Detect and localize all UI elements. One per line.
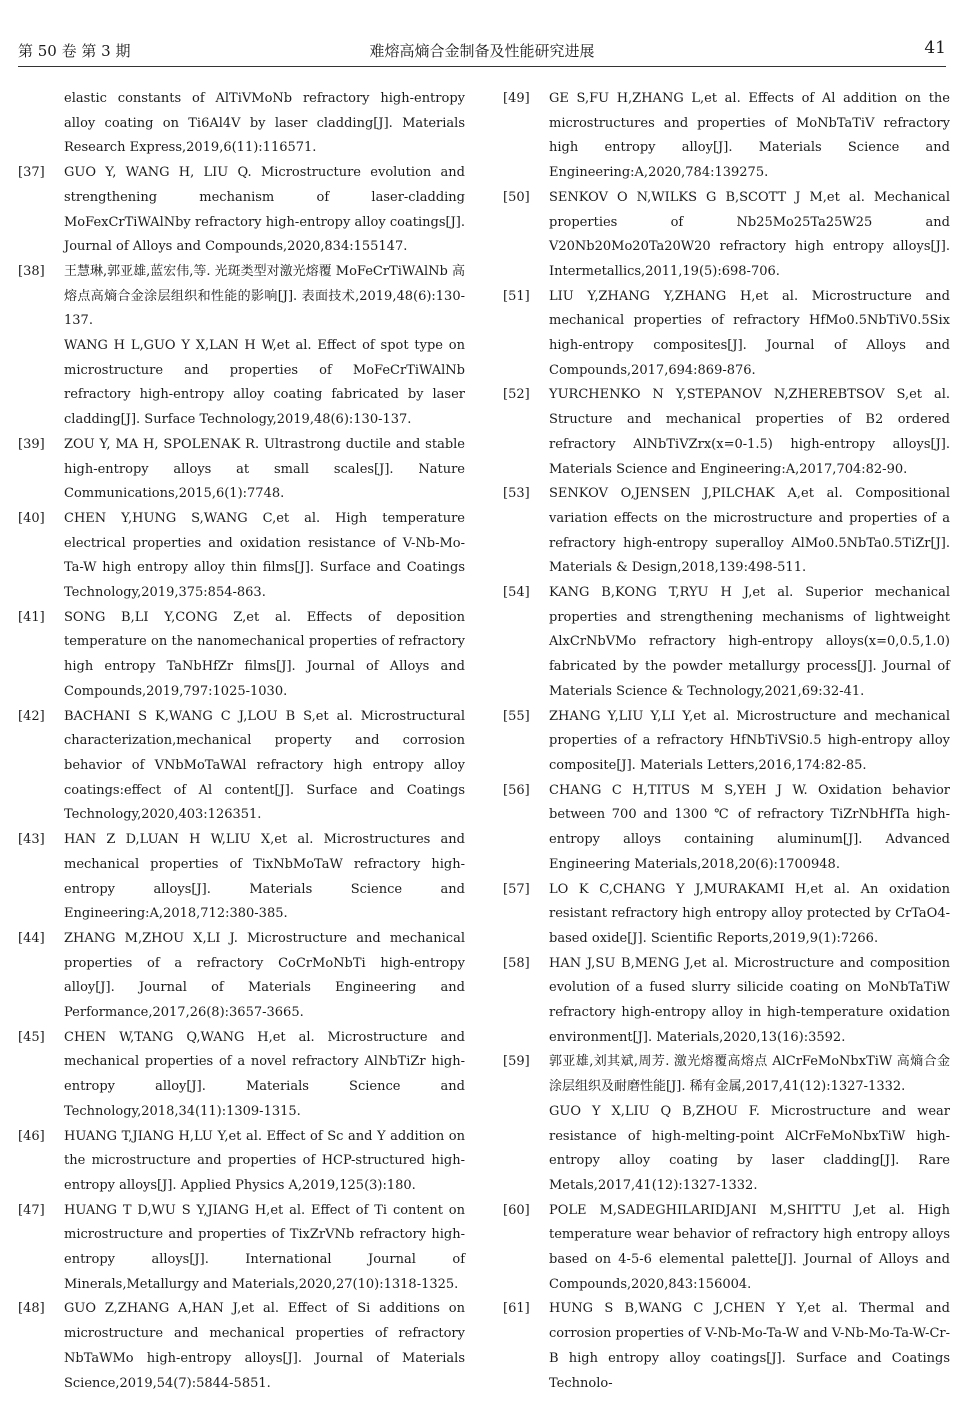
reference-item bbox=[18, 828, 465, 927]
reference-number: [46] bbox=[18, 1128, 45, 1144]
reference-english-translation: GUO Y X,LIU Q B,ZHOU F. Microstructure and wear resistance of high-melting-point AlCrFeMoNbxTiW high-entropy alloy coating by laser cladding[J]. Rare Metals,2017,41(12):1327-1332. bbox=[549, 1103, 950, 1193]
reference-item bbox=[503, 285, 950, 384]
page-number: 41 bbox=[924, 38, 946, 58]
reference-text: SENKOV O,JENSEN J,PILCHAK A,et al. Compositional variation effects on the microstructure and properties of a refractory high-entropy superalloy AlMo0.5NbTa0.5TiZr[J]. Materials & Design,2018,139:498-511. bbox=[549, 486, 950, 576]
reference-number: [43] bbox=[18, 832, 45, 848]
reference-item bbox=[18, 433, 465, 507]
reference-item bbox=[503, 878, 950, 952]
running-title: 难熔高熵合金制备及性能研究进展 bbox=[369, 42, 595, 60]
reference-text: GE S,FU H,ZHANG L,et al. Effects of Al addition on the microstructures and properties of MoNbTaTiV refractory high entropy alloy[J]. Materials Science and Engineering:A,2020,784:139275. bbox=[549, 91, 950, 181]
reference-item bbox=[503, 952, 950, 1051]
reference-number: [49] bbox=[503, 91, 530, 106]
reference-number: [61] bbox=[503, 1301, 530, 1317]
reference-number: [48] bbox=[18, 1301, 45, 1317]
reference-text: ZHANG M,ZHOU X,LI J. Microstructure and mechanical properties of a refractory CoCrMoNbTi high-entropy alloy[J]. Journal of Materials Engineering and Performance,2017,26(8):3657-3665. bbox=[64, 930, 465, 1021]
reference-text: HAN J,SU B,MENG J,et al. Microstructure and composition evolution of a fused slurry silicide coating on MoNbTaTiW refractory high-entropy alloy in high-temperature oxidation environment[J]. Materials,2020,13(16):3592. bbox=[549, 955, 950, 1045]
reference-text: HUANG T,JIANG H,LU Y,et al. Effect of Sc and Y addition on the microstructure and properties of HCP-structured high-entropy alloys[J]. Applied Physics A,2019,125(3):180. bbox=[64, 1128, 465, 1193]
reference-item bbox=[18, 87, 465, 161]
reference-number: [44] bbox=[18, 930, 45, 946]
reference-number: [55] bbox=[503, 708, 530, 724]
reference-text: LIU Y,ZHANG Y,ZHANG H,et al. Microstructure and mechanical properties of refractory HfMo0.5NbTiV0.5Six high-entropy composites[J]. Journal of Alloys and Compounds,2017,694:869-876. bbox=[549, 288, 950, 378]
reference-item bbox=[503, 1050, 950, 1198]
reference-item bbox=[18, 705, 465, 829]
reference-number: [58] bbox=[503, 955, 530, 971]
reference-number: [54] bbox=[503, 585, 530, 601]
reference-item bbox=[18, 927, 465, 1026]
reference-number: [50] bbox=[503, 189, 530, 205]
right-column-references bbox=[503, 87, 950, 1396]
reference-text: elastic constants of AlTiVMoNb refractory high-entropy alloy coating on Ti6Al4V by laser cladding[J]. Materials Research Express,2019,6(11):116571. bbox=[64, 91, 465, 156]
reference-text: ZHANG Y,LIU Y,LI Y,et al. Microstructure and mechanical properties of a refractory HfNbTiVSi0.5 high-entropy alloy composite[J]. Materials Letters,2016,174:82-85. bbox=[549, 708, 950, 773]
reference-text: SENKOV O N,WILKS G B,SCOTT J M,et al. Mechanical properties of Nb25Mo25Ta25W25 and V20Nb20Mo20Ta20W20 refractory high entropy alloys[J]. Intermetallics,2011,19(5):698-706. bbox=[549, 189, 950, 279]
reference-number: [51] bbox=[503, 288, 530, 304]
reference-item bbox=[503, 705, 950, 779]
reference-text: POLE M,SADEGHILARIDJANI M,SHITTU J,et al. High temperature wear behavior of refractory high entropy alloys based on 4-5-6 elemental palette[J]. Journal of Alloys and Compounds,2020,843:156004. bbox=[549, 1202, 950, 1292]
reference-text: YURCHENKO N Y,STEPANOV N,ZHEREBTSOV S,et al. Structure and mechanical properties of B2 ordered refractory AlNbTiVZrx(x=0-1.5) high-entropy alloys[J]. Materials Science and Engineering:A,2017,704:82-90. bbox=[549, 387, 950, 477]
reference-text: SONG B,LI Y,CONG Z,et al. Effects of deposition temperature on the nanomechanical properties of refractory high entropy TaNbHfZr films[J]. Journal of Alloys and Compounds,2019,797:1025-1030. bbox=[64, 609, 465, 699]
reference-item bbox=[18, 161, 465, 260]
reference-item bbox=[18, 1026, 465, 1125]
reference-item bbox=[18, 260, 465, 433]
reference-text: LO K C,CHANG Y J,MURAKAMI H,et al. An oxidation resistant refractory high entropy alloy protected by CrTaO4-based oxide[J]. Scientific Reports,2019,9(1):7266. bbox=[549, 881, 950, 946]
reference-item bbox=[503, 779, 950, 878]
reference-item bbox=[18, 1199, 465, 1298]
reference-number: [39] bbox=[18, 436, 45, 452]
reference-english-translation: WANG H L,GUO Y X,LAN H W,et al. Effect of spot type on microstructure and properties of MoFeCrTiWAlNb refractory high-entropy alloy coating fabricated by laser cladding[J]. Surface Technology,2019,48(6):130-137. bbox=[64, 338, 465, 428]
volume-issue: 第 50 卷 第 3 期 bbox=[18, 42, 131, 60]
reference-number: [40] bbox=[18, 510, 45, 526]
reference-number: [57] bbox=[503, 881, 530, 897]
reference-text: 王慧琳,郭亚雄,蓝宏伟,等. 光斑类型对激光熔覆 MoFeCrTiWAlNb 高熔点高熵合金涂层组织和性能的影响[J]. 表面技术,2019,48(6):130-137. bbox=[64, 263, 466, 329]
reference-number: [52] bbox=[503, 387, 530, 403]
reference-text: GUO Y, WANG H, LIU Q. Microstructure evolution and strengthening mechanism of laser-cladding MoFexCrTiWAlNby refractory high-entropy alloy coatings[J]. Journal of Alloys and Compounds,2020,834:155147. bbox=[64, 165, 465, 255]
reference-item bbox=[18, 1125, 465, 1199]
left-column-references bbox=[18, 87, 465, 1396]
reference-number: [59] bbox=[503, 1054, 530, 1070]
reference-text: BACHANI S K,WANG C J,LOU B S,et al. Microstructural characterization,mechanical property and corrosion behavior of VNbMoTaWAl refractory high entropy alloy coatings:effect of Al content[J]. Surface and Coatings Technology,2020,403:126351. bbox=[64, 708, 465, 823]
reference-number: [37] bbox=[18, 165, 45, 181]
reference-item bbox=[503, 87, 950, 186]
reference-text: HUANG T D,WU S Y,JIANG H,et al. Effect of Ti content on microstructure and properties of TixZrVNb refractory high-entropy alloys[J]. International Journal of Minerals,Metallurgy and Materials,2020,27(10):1318-1325. bbox=[64, 1202, 465, 1292]
reference-number: [41] bbox=[18, 609, 45, 625]
reference-item bbox=[503, 581, 950, 705]
reference-number: [56] bbox=[503, 782, 530, 798]
reference-number: [45] bbox=[18, 1029, 45, 1045]
reference-text: 郭亚雄,刘其斌,周芳. 激光熔覆高熔点 AlCrFeMoNbxTiW 高熵合金涂层组织及耐磨性能[J]. 稀有金属,2017,41(12):1327-1332. bbox=[549, 1054, 950, 1095]
reference-text: ZOU Y, MA H, SPOLENAK R. Ultrastrong ductile and stable high-entropy alloys at small scales[J]. Nature Communications,2015,6(1):7748. bbox=[64, 436, 465, 502]
reference-text: GUO Z,ZHANG A,HAN J,et al. Effect of Si additions on microstructure and mechanical properties of refractory NbTaWMo high-entropy alloys[J]. Journal of Materials Science,2019,54(7):5844-5851. bbox=[64, 1301, 465, 1391]
reference-item bbox=[18, 1297, 465, 1396]
reference-item bbox=[18, 606, 465, 705]
reference-item bbox=[503, 1297, 950, 1396]
reference-item bbox=[503, 1199, 950, 1298]
reference-number: [60] bbox=[503, 1202, 530, 1218]
reference-item bbox=[503, 383, 950, 482]
reference-text: HAN Z D,LUAN H W,LIU X,et al. Microstructures and mechanical properties of TixNbMoTaW refractory high-entropy alloys[J]. Materials Science and Engineering:A,2018,712:380-385. bbox=[64, 832, 465, 922]
reference-number: [42] bbox=[18, 708, 45, 724]
reference-text: KANG B,KONG T,RYU H J,et al. Superior mechanical properties and strengthening mechanisms of lightweight AlxCrNbVMo refractory high-entropy alloys(x=0,0.5,1.0) fabricated by the powder metallurgy process[J]. Journal of Materials Science & Technology,2021,69:32-41. bbox=[549, 585, 950, 699]
reference-number: [47] bbox=[18, 1202, 45, 1218]
reference-number: [38] bbox=[18, 263, 45, 279]
running-header bbox=[18, 34, 946, 67]
reference-item bbox=[18, 507, 465, 606]
reference-item bbox=[503, 482, 950, 581]
reference-text: CHEN W,TANG Q,WANG H,et al. Microstructure and mechanical properties of a novel refractory AlNbTiZr high-entropy alloy[J]. Materials Science and Technology,2018,34(11):1309-1315. bbox=[64, 1029, 465, 1119]
reference-number: [53] bbox=[503, 486, 530, 502]
reference-text: CHEN Y,HUNG S,WANG C,et al. High temperature electrical properties and oxidation resistance of V-Nb-Mo-Ta-W high entropy alloy thin films[J]. Surface and Coatings Technology,2019,375:854-863. bbox=[64, 510, 465, 601]
reference-text: CHANG C H,TITUS M S,YEH J W. Oxidation behavior between 700 and 1300 ℃ of refractory TiZrNbHfTa high-entropy alloys containing aluminum[J]. Advanced Engineering Materials,2018,20(6):1700948. bbox=[549, 782, 950, 872]
reference-item bbox=[503, 186, 950, 285]
reference-text: HUNG S B,WANG C J,CHEN Y Y,et al. Thermal and corrosion properties of V-Nb-Mo-Ta-W and V-Nb-Mo-Ta-W-Cr-B high entropy alloy coatings[J]. Surface and Coatings Technolo- bbox=[549, 1301, 950, 1391]
